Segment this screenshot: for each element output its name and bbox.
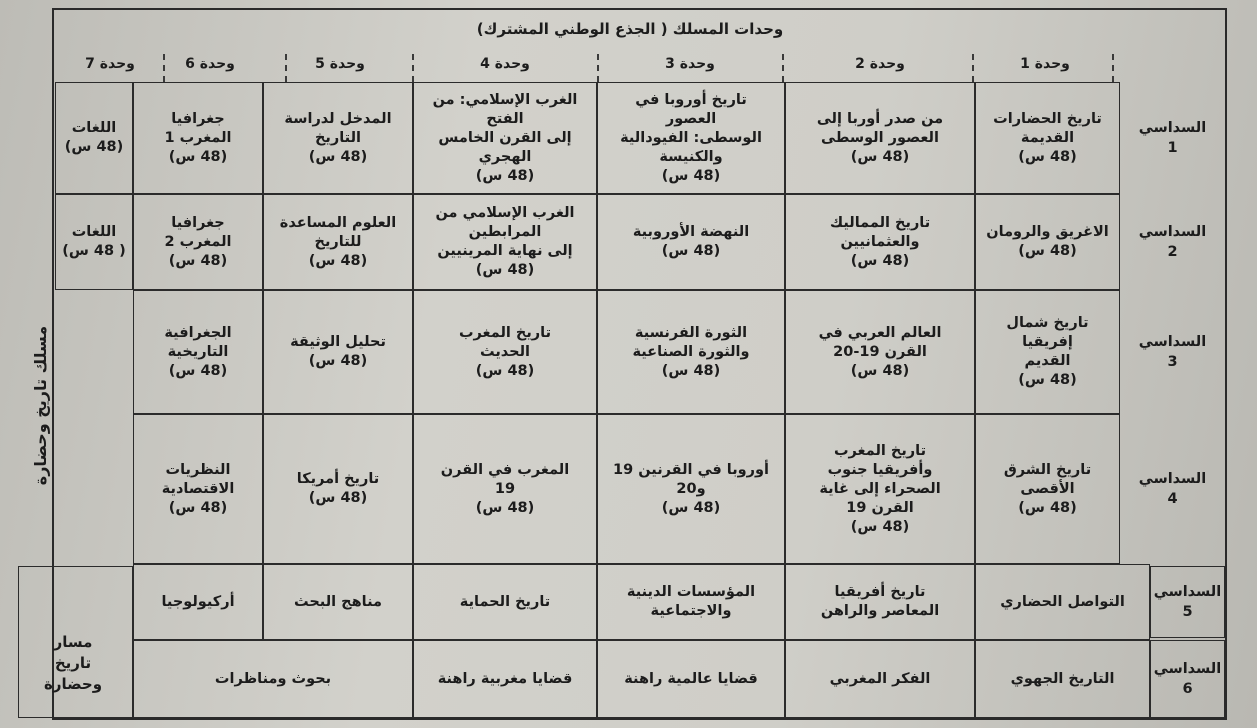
module-name-line: العصور الوسطى (821, 129, 939, 146)
module-cell (133, 82, 263, 194)
module-cell (263, 290, 413, 414)
module-cell (133, 290, 263, 414)
header-divider (972, 54, 974, 82)
module-name-line: والاجتماعية (650, 603, 732, 619)
module-hours: (48 س) (850, 252, 910, 269)
module-name-line: والثورة الصناعية (632, 343, 750, 360)
module-cell (975, 414, 1120, 564)
module-cell (413, 414, 597, 564)
module-name-line: تاريخ المماليك (829, 214, 931, 231)
unit-header-1: وحدة 1 (1020, 56, 1070, 72)
module-hours: (48 س) (168, 499, 228, 516)
unit-header-3: وحدة 3 (665, 56, 715, 72)
module-name-line: والكنيسة (659, 148, 723, 165)
module-cell (413, 640, 597, 718)
module-cell (975, 564, 1150, 640)
module-hours: ( 48 س) (62, 243, 126, 259)
module-name-line: 19 (494, 480, 516, 497)
header-divider (782, 54, 784, 82)
module-hours: (48 س) (475, 499, 535, 516)
module-name-line: اللغات (71, 120, 117, 136)
header-divider (1112, 54, 1114, 82)
module-name-line: تاريخ المغرب (458, 324, 552, 341)
semester-label-text: السداسي (1153, 584, 1222, 600)
module-name-line: مناهج البحث (293, 593, 383, 610)
module-name-line: تاريخ الحضارات (993, 110, 1102, 127)
semester-label (1120, 290, 1225, 414)
module-name-line: القديمة (1020, 129, 1075, 146)
table-title: وحدات المسلك ( الجذع الوطني المشترك) (476, 20, 784, 38)
module-name-line: والعثمانيين (840, 233, 920, 250)
module-name-line: العالم العربي في (818, 324, 942, 341)
module-name-line: النهضة الأوروبية (632, 224, 750, 240)
module-cell (785, 414, 975, 564)
module-name-line: الحديث (479, 343, 531, 360)
module-cell (133, 414, 263, 564)
module-name-line: المؤسسات الدينية (626, 584, 756, 600)
module-name-line: قضايا مغربية راهنة (437, 670, 573, 687)
module-name-line: الأقصى (1020, 480, 1075, 497)
module-name-line: تاريخ الحماية (459, 593, 551, 610)
track-label-line: تاريخ (54, 653, 92, 672)
module-cell (975, 640, 1150, 718)
module-cell (263, 414, 413, 564)
module-name-line: القديم (1024, 353, 1071, 369)
module-name-line: إلى القرن الخامس (438, 129, 572, 146)
module-cell (785, 564, 975, 640)
empty-cell (133, 290, 146, 414)
module-name-line: التاريخية (167, 343, 229, 360)
module-name-line: أوروبا في القرنين 19 (613, 461, 770, 478)
module-name-line: تاريخ أمريكا (296, 471, 380, 487)
module-hours: (48 س) (168, 362, 228, 379)
track-side-label-text: مسلك تاريخ وحضارة (31, 325, 51, 485)
module-cell (413, 564, 597, 640)
semester-number: 2 (1167, 244, 1178, 260)
module-name-line: تاريخ الشرق (1003, 461, 1092, 478)
track-label-line: مسار (53, 632, 93, 651)
module-hours: (48 س) (850, 148, 910, 165)
module-name-line: الجغرافية (164, 324, 232, 341)
track-label (18, 618, 128, 708)
unit-header-6: وحدة 6 (185, 56, 235, 72)
module-name-line: إلى نهاية المرينيين (437, 243, 573, 259)
module-cell (55, 82, 133, 194)
module-hours: (48 س) (308, 490, 368, 506)
module-cell (413, 194, 597, 290)
semester-number: 5 (1182, 604, 1193, 620)
semester-number: 6 (1182, 681, 1193, 697)
module-cell (597, 194, 785, 290)
semester-number: 1 (1167, 140, 1178, 156)
module-name-line: الفتح (486, 110, 524, 127)
module-cell (597, 640, 785, 718)
module-name-line: التاريخ (314, 129, 362, 146)
module-name-line: التاريخ الجهوي (1010, 670, 1115, 687)
module-name-line: تاريخ أوروبا في (635, 91, 747, 108)
module-hours: (48 س) (168, 148, 228, 165)
module-cell (413, 82, 597, 194)
module-hours: (48 س) (661, 167, 721, 184)
semester-label-text: السداسي (1138, 334, 1207, 350)
module-cell (785, 290, 975, 414)
empty-cell (133, 414, 146, 564)
module-name-line: الاقتصادية (161, 480, 235, 497)
module-name-line: المدخل لدراسة (284, 110, 392, 127)
module-hours: (48 س) (661, 499, 721, 516)
module-name-line: الغرب الإسلامي من (435, 205, 575, 221)
module-name-line: و20 (676, 480, 706, 497)
module-name-line: قضايا عالمية راهنة (624, 670, 758, 687)
track-label-line: وحضارة (43, 674, 103, 693)
semester-label-text: السداسي (1138, 224, 1207, 240)
module-name-line: القرن 19-20 (833, 343, 927, 360)
module-name-line: الصحراء إلى غاية (819, 480, 941, 497)
module-name-line: المعاصر والراهن (820, 603, 940, 619)
module-cell (975, 194, 1120, 290)
module-name-line: بحوث ومناظرات (214, 670, 332, 687)
module-name-line: الثورة الفرنسية (634, 324, 748, 341)
module-hours: (48 س) (308, 353, 368, 369)
module-hours: (48 س) (661, 362, 721, 379)
module-name-line: وأفريقيا جنوب (827, 461, 933, 478)
module-name-line: من صدر أوربا إلى (816, 110, 944, 127)
module-name-line: جغرافيا (171, 214, 225, 231)
module-name-line: اللغات (71, 224, 117, 240)
module-cell (263, 564, 413, 640)
semester-label (1120, 82, 1225, 194)
track-side-label (12, 300, 70, 510)
module-hours: (48 س) (1018, 372, 1077, 388)
module-name-line: القرن 19 (846, 499, 914, 516)
module-cell (597, 290, 785, 414)
module-cell (55, 194, 133, 290)
header-divider (163, 54, 165, 82)
module-name-line: النظريات (165, 461, 231, 478)
module-cell (133, 640, 413, 718)
module-name-line: التواصل الحضاري (1000, 593, 1125, 610)
semester-label-text: السداسي (1138, 120, 1207, 136)
module-name-line: المغرب في القرن (440, 461, 570, 478)
unit-header-2: وحدة 2 (855, 56, 905, 72)
module-cell (413, 290, 597, 414)
semester-label-text: السداسي (1153, 661, 1222, 677)
semester-label (1120, 414, 1225, 564)
module-hours: (48 س) (661, 243, 721, 259)
module-name-line: الفكر المغربي (829, 670, 931, 687)
module-hours: (48 س) (1018, 148, 1077, 165)
module-hours: (48 س) (850, 518, 910, 535)
semester-label (1150, 566, 1225, 638)
header-divider (285, 54, 287, 82)
module-name-line: الاغريق والرومان (986, 224, 1109, 240)
module-hours: (48 س) (475, 167, 535, 184)
module-name-line: المغرب 1 (164, 129, 232, 146)
unit-header-5: وحدة 5 (315, 56, 365, 72)
module-name-line: العلوم المساعدة (279, 214, 397, 231)
module-cell (133, 564, 263, 640)
module-cell (597, 82, 785, 194)
header-divider (412, 54, 414, 82)
module-name-line: الهجري (478, 148, 532, 165)
module-name-line: العصور (665, 110, 717, 127)
semester-number: 3 (1167, 354, 1178, 370)
semester-label (1120, 194, 1225, 290)
module-cell (785, 640, 975, 718)
semester-number: 4 (1167, 491, 1178, 507)
module-name-line: المغرب 2 (164, 233, 232, 250)
module-name-line: الوسطى: الفيودالية (620, 129, 762, 146)
module-cell (263, 194, 413, 290)
module-hours: (48 س) (168, 252, 228, 269)
module-name-line: الغرب الإسلامي: من (432, 91, 578, 108)
module-name-line: جغرافيا (171, 110, 225, 127)
module-name-line: تاريخ أفريقيا (834, 584, 926, 600)
module-name-line: تحليل الوثيقة (290, 334, 386, 350)
module-name-line: تاريخ المغرب (833, 442, 927, 459)
module-name-line: تاريخ شمال إفريقيا (1006, 315, 1089, 350)
unit-header-7: وحدة 7 (85, 56, 135, 72)
module-cell (785, 82, 975, 194)
module-hours: (48 س) (1018, 499, 1077, 516)
module-hours: (48 س) (64, 139, 124, 155)
module-name-line: للتاريخ (314, 233, 362, 250)
unit-header-4: وحدة 4 (480, 56, 530, 72)
module-name-line: أركيولوجيا (161, 593, 235, 610)
module-hours: (48 س) (850, 362, 910, 379)
module-cell (133, 194, 263, 290)
module-cell (975, 290, 1120, 414)
semester-label-text: السداسي (1138, 471, 1207, 487)
module-hours: (48 س) (308, 252, 368, 269)
module-cell (597, 564, 785, 640)
module-cell (785, 194, 975, 290)
module-cell (975, 82, 1120, 194)
module-hours: (48 س) (1018, 243, 1077, 259)
header-divider (597, 54, 599, 82)
module-hours: (48 س) (475, 362, 535, 379)
module-hours: (48 س) (475, 262, 535, 278)
module-cell (597, 414, 785, 564)
semester-label (1150, 640, 1225, 718)
module-hours: (48 س) (308, 148, 368, 165)
module-name-line: المرابطين (468, 224, 542, 240)
module-cell (263, 82, 413, 194)
